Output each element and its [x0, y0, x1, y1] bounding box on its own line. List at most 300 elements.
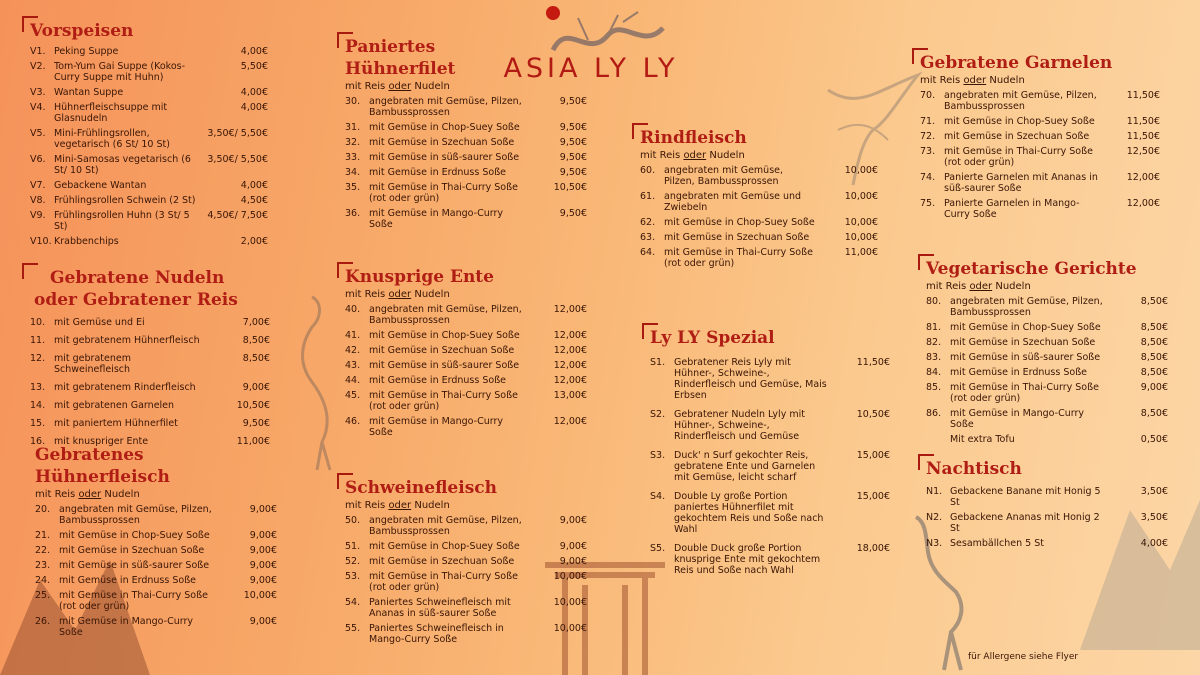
item-name: Gebackene Wantan: [54, 180, 147, 191]
item-number: 12.: [30, 353, 46, 364]
menu-item: [926, 352, 1168, 363]
item-price: 9,50€: [559, 167, 587, 178]
menu-item: [345, 137, 587, 148]
item-price: 15,00€: [856, 450, 890, 461]
item-name: Duck' n Surf gekochter Reis, gebratene Ente und Garnelen mit Gemüse, leicht scharf: [674, 450, 816, 483]
item-price: 18,00€: [856, 543, 890, 554]
section-title: Nachtisch: [926, 459, 1022, 479]
item-price: 4,00€: [240, 180, 268, 191]
section-subtitle: mit Reis oder Nudeln: [35, 489, 140, 500]
item-number: 51.: [345, 541, 361, 552]
item-name: Gebackene Ananas mit Honig 2 St: [950, 512, 1100, 534]
item-name: mit Gemüse in Chop-Suey Soße: [59, 530, 210, 541]
item-name: mit Gemüse in Chop-Suey Soße: [664, 217, 815, 228]
menu-item: [345, 208, 587, 230]
item-number: 50.: [345, 515, 361, 526]
item-price: 9,00€: [559, 541, 587, 552]
item-name: mit Gemüse in Mango-Curry Soße: [369, 416, 504, 438]
menu-item: [926, 434, 1168, 445]
section-ente: [345, 266, 587, 442]
item-name: mit Gemüse in Erdnuss Soße: [369, 167, 507, 178]
item-name: Gebratener Nudeln Lyly mit Hühner-, Schweine-, Rinderfleisch und Gemüse: [674, 409, 805, 442]
item-name: mit Gemüse in Erdnuss Soße: [59, 575, 197, 586]
item-name: Hühnerfleischsuppe mit Glasnudeln: [54, 102, 168, 124]
item-price: 7,00€: [242, 317, 270, 328]
ornament-corner: [632, 123, 648, 139]
section-title: Paniertes: [345, 37, 436, 57]
item-number: V9.: [30, 210, 46, 221]
item-number: 54.: [345, 597, 361, 608]
item-number: V7.: [30, 180, 46, 191]
item-number: 25.: [35, 590, 51, 601]
item-name: mit Gemüse in Thai-Curry Soße (rot oder grün): [369, 390, 518, 412]
item-price: 2,00€: [240, 236, 268, 247]
menu-item: [926, 337, 1168, 348]
menu-item: [35, 530, 277, 541]
menu-item: [345, 375, 587, 386]
section-title: Vorspeisen: [30, 21, 134, 41]
menu-item: [30, 400, 270, 411]
item-price: 3,50€: [1140, 512, 1168, 523]
menu-item: [35, 560, 277, 571]
section-title: Schweinefleisch: [345, 478, 497, 498]
menu-item: [920, 90, 1160, 112]
item-price: 9,50€: [559, 137, 587, 148]
menu-item: [345, 182, 587, 204]
menu-item: [926, 382, 1168, 404]
menu-item: [30, 46, 268, 57]
menu-item: [920, 198, 1160, 220]
menu-item: [345, 167, 587, 178]
menu-item: [35, 575, 277, 586]
item-price: 9,00€: [249, 560, 277, 571]
item-price: 10,00€: [553, 571, 587, 582]
item-number: 71.: [920, 116, 936, 127]
item-price: 5,50€: [240, 61, 268, 72]
item-price: 12,00€: [553, 345, 587, 356]
item-name: Gebackene Banane mit Honig 5 St: [950, 486, 1101, 508]
item-price: 10,00€: [844, 217, 878, 228]
item-name: mit Gemüse in Szechuan Soße: [950, 337, 1096, 348]
item-name: angebraten mit Gemüse, Pilzen, Bambussprossen: [59, 504, 212, 526]
item-name: mit Gemüse in Chop-Suey Soße: [369, 122, 520, 133]
item-number: 15.: [30, 418, 46, 429]
item-price: 10,00€: [243, 590, 277, 601]
item-price: 9,00€: [249, 616, 277, 627]
item-number: 64.: [640, 247, 656, 258]
item-price: 10,00€: [844, 165, 878, 176]
menu-item: [920, 146, 1160, 168]
menu-item: [30, 102, 268, 124]
item-price: 8,50€: [1140, 322, 1168, 333]
item-price: 12,00€: [1126, 172, 1160, 183]
ornament-corner: [918, 454, 934, 470]
section-subtitle: mit Reis oder Nudeln: [920, 75, 1025, 86]
item-name: mit Gemüse in süß-saurer Soße: [369, 152, 520, 163]
item-number: 81.: [926, 322, 942, 333]
item-number: 42.: [345, 345, 361, 356]
item-price: 4,00€: [1140, 538, 1168, 549]
item-number: 70.: [920, 90, 936, 101]
item-number: 75.: [920, 198, 936, 209]
item-number: 41.: [345, 330, 361, 341]
section-subtitle: mit Reis oder Nudeln: [345, 500, 450, 511]
item-price: 10,00€: [553, 597, 587, 608]
menu-item: [30, 154, 268, 176]
sun-icon: [543, 3, 563, 23]
item-price: 8,50€: [1140, 296, 1168, 307]
menu-item: [345, 304, 587, 326]
item-name: mit gebratenem Schweinefleisch: [54, 353, 131, 375]
crane-icon: [282, 292, 352, 472]
ornament-corner: [337, 262, 353, 278]
item-name: mit Gemüse in Mango-Curry Soße: [59, 616, 194, 638]
item-price: 8,50€: [1140, 352, 1168, 363]
item-price: 9,00€: [1140, 382, 1168, 393]
item-price: 12,00€: [553, 375, 587, 386]
menu-item: [30, 335, 270, 346]
item-price: 3,50€/ 5,50€: [207, 154, 268, 165]
item-price: 10,50€: [856, 409, 890, 420]
section-title: Gebratenes: [35, 445, 144, 465]
section-huehnerfilet: [345, 36, 587, 234]
section-subtitle: mit Reis oder Nudeln: [345, 289, 450, 300]
item-name: mit Gemüse in Szechuan Soße: [59, 545, 205, 556]
item-name: angebraten mit Gemüse und Zwiebeln: [664, 191, 802, 213]
item-name: Double Ly große Portion paniertes Hühnerfilet mit gekochtem Reis und Soße nach Wahl: [674, 491, 824, 535]
item-number: 86.: [926, 408, 942, 419]
section-title: Ly LY Spezial: [650, 328, 775, 348]
menu-item: [30, 317, 270, 328]
menu-item: [345, 541, 587, 552]
item-name: mit Gemüse in süß-saurer Soße: [950, 352, 1101, 363]
item-name: mit Gemüse in Chop-Suey Soße: [369, 541, 520, 552]
item-price: 11,00€: [844, 247, 878, 258]
item-price: 9,00€: [249, 530, 277, 541]
item-number: 52.: [345, 556, 361, 567]
allergen-note: für Allergene siehe Flyer: [968, 652, 1079, 662]
section-nachtisch: [926, 458, 1168, 553]
item-price: 9,00€: [249, 504, 277, 515]
item-number: 62.: [640, 217, 656, 228]
menu-item: [345, 515, 587, 537]
item-name: angebraten mit Gemüse, Pilzen, Bambussprossen: [950, 296, 1103, 318]
menu-item: [30, 353, 270, 375]
item-price: 10,50€: [553, 182, 587, 193]
item-number: 22.: [35, 545, 51, 556]
item-number: S3.: [650, 450, 666, 461]
ornament-corner: [337, 473, 353, 489]
item-number: V6.: [30, 154, 46, 165]
menu-item: [345, 96, 587, 118]
item-number: V10.: [30, 236, 52, 247]
menu-item: [640, 165, 878, 187]
item-number: 72.: [920, 131, 936, 142]
item-price: 12,00€: [553, 360, 587, 371]
item-number: S2.: [650, 409, 666, 420]
item-number: 16.: [30, 436, 46, 447]
menu-item: [650, 357, 890, 401]
item-name: mit Gemüse in Chop-Suey Soße: [369, 330, 520, 341]
item-name: mit Gemüse in Thai-Curry Soße (rot oder grün): [950, 382, 1099, 404]
item-price: 12,50€: [1126, 146, 1160, 157]
menu-item: [30, 195, 268, 206]
section-title: Rindfleisch: [640, 128, 747, 148]
section-subtitle: mit Reis oder Nudeln: [345, 81, 450, 92]
ornament-corner: [337, 32, 353, 48]
item-name: mit Gemüse und Ei: [54, 317, 145, 328]
item-price: 4,50€/ 7,50€: [207, 210, 268, 221]
item-name: Double Duck große Portion knusprige Ente mit gekochtem Reis und Soße nach Wahl: [674, 543, 821, 576]
item-number: 73.: [920, 146, 936, 157]
menu-item: [345, 345, 587, 356]
item-name: Frühlingsrollen Schwein (2 St): [54, 195, 196, 206]
item-number: 30.: [345, 96, 361, 107]
menu-item: [30, 180, 268, 191]
item-number: 61.: [640, 191, 656, 202]
item-price: 10,00€: [844, 191, 878, 202]
menu-item: [345, 360, 587, 371]
menu-item: [345, 416, 587, 438]
section-vegetarisch: [926, 258, 1168, 449]
item-price: 9,50€: [559, 152, 587, 163]
item-name: mit Gemüse in Chop-Suey Soße: [950, 322, 1101, 333]
menu-item: [35, 504, 277, 526]
menu-item: [30, 87, 268, 98]
item-number: 33.: [345, 152, 361, 163]
item-price: 10,50€: [236, 400, 270, 411]
item-number: V2.: [30, 61, 46, 72]
item-name: mit gebratenem Hühnerfleisch: [54, 335, 200, 346]
menu-item: [35, 590, 277, 612]
menu-item: [926, 367, 1168, 378]
item-price: 0,50€: [1140, 434, 1168, 445]
item-name: mit Gemüse in Thai-Curry Soße (rot oder grün): [369, 571, 518, 593]
item-price: 9,00€: [559, 515, 587, 526]
item-name: Mini-Samosas vegetarisch (6 St/ 10 St): [54, 154, 191, 176]
item-number: 46.: [345, 416, 361, 427]
menu-item: [650, 491, 890, 535]
item-name: mit Gemüse in Mango-Curry Soße: [369, 208, 504, 230]
section-nudeln: [30, 267, 270, 454]
item-number: 55.: [345, 623, 361, 634]
section-title: Hühnerfleisch: [35, 467, 170, 487]
item-number: 14.: [30, 400, 46, 411]
item-name: angebraten mit Gemüse, Pilzen, Bambussprossen: [944, 90, 1097, 112]
item-number: 23.: [35, 560, 51, 571]
item-name: angebraten mit Gemüse, Pilzen, Bambussprossen: [369, 515, 522, 537]
item-price: 4,00€: [240, 46, 268, 57]
item-price: 11,50€: [1126, 116, 1160, 127]
ornament-corner: [912, 48, 928, 64]
menu-item: [640, 247, 878, 269]
section-subtitle: mit Reis oder Nudeln: [926, 281, 1031, 292]
item-number: 10.: [30, 317, 46, 328]
item-name: Paniertes Schweinefleisch mit Ananas in süß-saurer Soße: [369, 597, 511, 619]
section-title: Gebratene Nudeln: [50, 268, 225, 288]
menu-item: [926, 486, 1168, 508]
item-number: 31.: [345, 122, 361, 133]
menu-item: [640, 232, 878, 243]
item-name: Paniertes Schweinefleisch in Mango-Curry Soße: [369, 623, 504, 645]
menu-item: [926, 296, 1168, 318]
ornament-corner: [22, 16, 38, 32]
item-name: mit Gemüse in Szechuan Soße: [944, 131, 1090, 142]
menu-item: [640, 191, 878, 213]
menu-item: [30, 128, 268, 150]
item-name: angebraten mit Gemüse, Pilzen, Bambussprossen: [664, 165, 784, 187]
item-number: 13.: [30, 382, 46, 393]
item-number: 44.: [345, 375, 361, 386]
item-number: 32.: [345, 137, 361, 148]
item-name: mit Gemüse in Szechuan Soße: [369, 345, 515, 356]
section-schwein: [345, 477, 587, 649]
menu-item: [345, 556, 587, 567]
item-price: 11,00€: [236, 436, 270, 447]
brand-logo: ASIA LY LY: [503, 53, 679, 84]
item-name: mit Gemüse in Erdnuss Soße: [369, 375, 507, 386]
item-price: 13,00€: [553, 390, 587, 401]
section-spezial: [650, 327, 890, 584]
item-number: 34.: [345, 167, 361, 178]
item-name: mit Gemüse in süß-saurer Soße: [59, 560, 210, 571]
item-price: 9,00€: [242, 382, 270, 393]
item-price: 9,50€: [559, 122, 587, 133]
menu-item: [345, 122, 587, 133]
item-price: 10,00€: [844, 232, 878, 243]
item-name: angebraten mit Gemüse, Pilzen, Bambussprossen: [369, 304, 522, 326]
item-name: Frühlingsrollen Huhn (3 St/ 5 St): [54, 210, 190, 232]
item-number: V5.: [30, 128, 46, 139]
item-price: 4,00€: [240, 102, 268, 113]
menu-item: [345, 152, 587, 163]
item-name: mit paniertem Hühnerfilet: [54, 418, 178, 429]
item-price: 3,50€/ 5,50€: [207, 128, 268, 139]
menu-item: [640, 217, 878, 228]
item-price: 8,50€: [242, 353, 270, 364]
item-name: Panierte Garnelen in Mango-Curry Soße: [944, 198, 1080, 220]
item-name: mit Gemüse in Szechuan Soße: [664, 232, 810, 243]
section-huhn: [35, 444, 277, 642]
menu-item: [30, 236, 268, 247]
item-price: 10,00€: [553, 623, 587, 634]
item-name: Mit extra Tofu: [950, 434, 1015, 445]
section-rind: [640, 127, 878, 273]
menu-item: [345, 623, 587, 645]
item-price: 12,00€: [553, 304, 587, 315]
item-number: 43.: [345, 360, 361, 371]
item-number: 21.: [35, 530, 51, 541]
item-name: mit Gemüse in Erdnuss Soße: [950, 367, 1088, 378]
menu-item: [650, 450, 890, 483]
item-price: 9,50€: [559, 208, 587, 219]
item-name: mit Gemüse in süß-saurer Soße: [369, 360, 520, 371]
item-price: 11,50€: [1126, 131, 1160, 142]
menu-item: [920, 116, 1160, 127]
item-number: 40.: [345, 304, 361, 315]
item-name: Krabbenchips: [54, 236, 119, 247]
menu-item: [920, 131, 1160, 142]
item-price: 12,00€: [553, 416, 587, 427]
menu-item: [650, 543, 890, 576]
item-name: Wantan Suppe: [54, 87, 124, 98]
item-number: 35.: [345, 182, 361, 193]
item-name: Peking Suppe: [54, 46, 119, 57]
menu-item: [30, 382, 270, 393]
ornament-corner: [642, 323, 658, 339]
section-garnelen: [920, 52, 1160, 224]
item-name: Mini-Frühlingsrollen, vegetarisch (6 St/ 10 St): [54, 128, 170, 150]
item-price: 8,50€: [1140, 337, 1168, 348]
ornament-corner: [918, 254, 934, 270]
section-title: Hühnerfilet: [345, 59, 456, 79]
section-title: Gebratene Garnelen: [920, 53, 1113, 73]
item-price: 11,50€: [856, 357, 890, 368]
item-price: 4,00€: [240, 87, 268, 98]
menu-item: [926, 408, 1168, 430]
item-price: 9,00€: [249, 575, 277, 586]
item-price: 4,50€: [240, 195, 268, 206]
item-number: 83.: [926, 352, 942, 363]
item-name: Sesambällchen 5 St: [950, 538, 1044, 549]
item-number: S5.: [650, 543, 666, 554]
item-name: mit Gemüse in Thai-Curry Soße (rot oder grün): [59, 590, 208, 612]
section-title: Knusprige Ente: [345, 267, 494, 287]
item-name: mit Gemüse in Szechuan Soße: [369, 556, 515, 567]
item-price: 12,00€: [553, 330, 587, 341]
item-name: mit knuspriger Ente: [54, 436, 149, 447]
menu-item: [650, 409, 890, 442]
item-number: 36.: [345, 208, 361, 219]
item-price: 3,50€: [1140, 486, 1168, 497]
menu-item: [926, 322, 1168, 333]
item-number: 84.: [926, 367, 942, 378]
item-number: 24.: [35, 575, 51, 586]
section-vorspeisen: [30, 20, 268, 251]
menu-item: [30, 61, 268, 83]
item-number: S1.: [650, 357, 666, 368]
item-name: mit gebratenem Rinderfleisch: [54, 382, 196, 393]
item-name: Panierte Garnelen mit Ananas in süß-saurer Soße: [944, 172, 1098, 194]
item-name: mit Gemüse in Thai-Curry Soße (rot oder grün): [944, 146, 1093, 168]
item-number: 82.: [926, 337, 942, 348]
item-number: V4.: [30, 102, 46, 113]
menu-item: [926, 538, 1168, 549]
item-number: N2.: [926, 512, 943, 523]
item-price: 9,00€: [559, 556, 587, 567]
menu-item: [30, 210, 268, 232]
menu-item: [920, 172, 1160, 194]
menu-item: [345, 390, 587, 412]
item-name: mit Gemüse in Thai-Curry Soße (rot oder grün): [664, 247, 813, 269]
item-name: mit Gemüse in Szechuan Soße: [369, 137, 515, 148]
section-title: Vegetarische Gerichte: [926, 259, 1137, 279]
item-number: 63.: [640, 232, 656, 243]
menu-item: [35, 616, 277, 638]
section-subtitle: mit Reis oder Nudeln: [640, 150, 745, 161]
item-number: N1.: [926, 486, 943, 497]
item-price: 9,50€: [242, 418, 270, 429]
item-number: 20.: [35, 504, 51, 515]
item-number: 74.: [920, 172, 936, 183]
menu-item: [345, 597, 587, 619]
menu-item: [30, 418, 270, 429]
item-name: mit Gemüse in Thai-Curry Soße (rot oder grün): [369, 182, 518, 204]
item-price: 11,50€: [1126, 90, 1160, 101]
item-number: S4.: [650, 491, 666, 502]
item-name: mit Gemüse in Chop-Suey Soße: [944, 116, 1095, 127]
item-name: angebraten mit Gemüse, Pilzen, Bambussprossen: [369, 96, 522, 118]
